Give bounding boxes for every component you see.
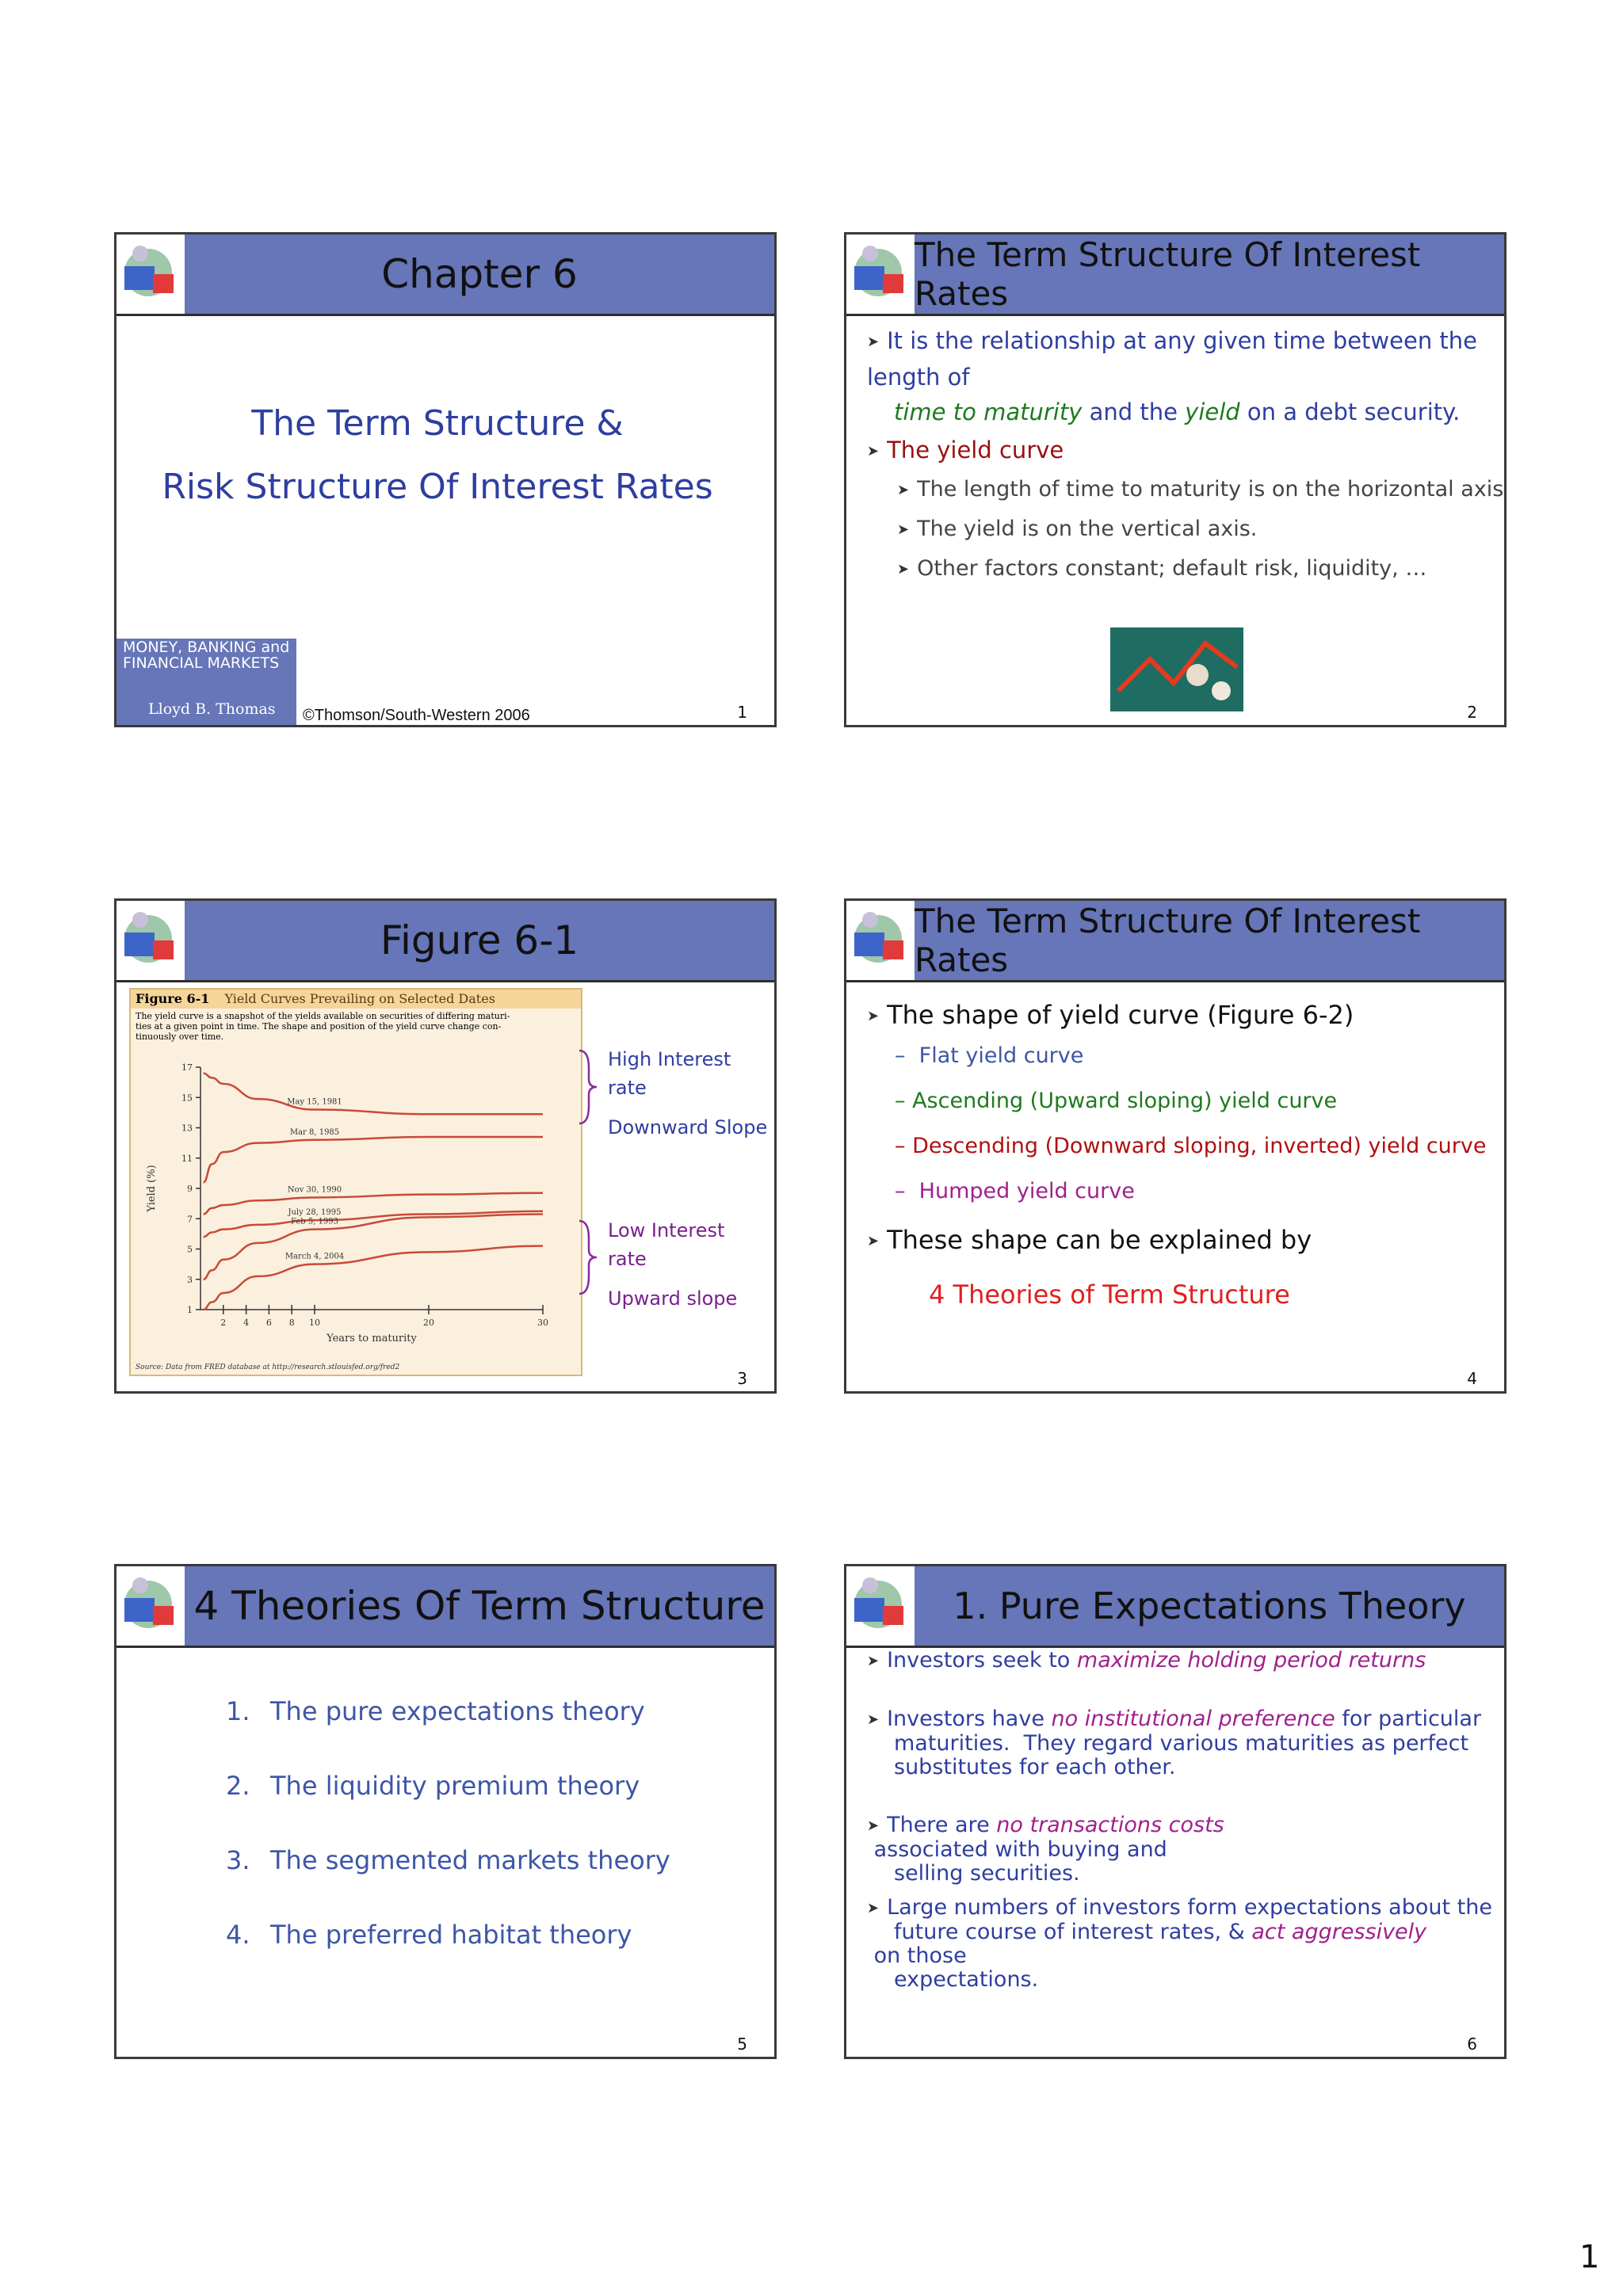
bullet-text: It is the relationship at any given time between the length of [867, 327, 1478, 391]
shape-item-flat: – Flat yield curve [895, 1043, 1084, 1068]
bullet-arrow-icon: ➤ [867, 1817, 880, 1834]
label-upward-slope: Upward slope [608, 1287, 738, 1310]
bullet-arrow-icon: ➤ [867, 1008, 880, 1024]
list-text: The segmented markets theory [270, 1845, 670, 1875]
slide-title: Figure 6-1 [185, 901, 774, 982]
shape-item-humped: – Humped yield curve [895, 1179, 1135, 1203]
yield-curve-chart [131, 1056, 581, 1357]
emphasis-time-to-maturity: time to maturity [894, 399, 1083, 425]
brace-high-icon [576, 1047, 600, 1127]
sub-bullet [897, 472, 1503, 508]
figure-caption-3: tinuously over time. [136, 1032, 224, 1042]
x-tick-label: 8 [288, 1318, 295, 1328]
y-tick-label: 15 [181, 1093, 193, 1104]
x-tick-label: 4 [243, 1318, 250, 1328]
book-title-line-1: MONEY, BANKING and [123, 639, 290, 656]
bullet-arrow-icon: ➤ [867, 1233, 880, 1249]
slide-subtitle-line-2: Risk Structure Of Interest Rates [162, 467, 713, 507]
list-number: 2. [226, 1771, 250, 1801]
globe-icon [846, 235, 915, 314]
bullet-shape [867, 997, 1354, 1034]
series-label: March 4, 2004 [285, 1252, 345, 1261]
bullet-arrow-icon: ➤ [897, 560, 910, 578]
bullet-maximize [867, 1649, 1426, 1673]
bullet-arrow-icon: ➤ [867, 1711, 880, 1728]
label-low-interest: Low Interest [608, 1219, 725, 1241]
series-line [204, 1074, 543, 1115]
emphasis-yield: yield [1185, 399, 1240, 425]
emphasis-text: act aggressively [1251, 1919, 1427, 1944]
y-tick-label: 9 [187, 1184, 193, 1194]
y-tick-label: 7 [187, 1214, 193, 1225]
bullet-text: These shape can be explained by [887, 1225, 1312, 1255]
document-page-number: 1 [1579, 2239, 1600, 2275]
figure-caption-2: ties at a given point in time. The shape and position of the yield curve change con- [136, 1021, 502, 1032]
list-text: The preferred habitat theory [270, 1920, 632, 1950]
bullet-text-line-2: maturities. They regard various maturities as perfect [894, 1730, 1469, 1756]
shape-item-descending: – Descending (Downward sloping, inverted) yield curve [895, 1134, 1487, 1158]
logo-image [846, 235, 915, 316]
slide-4 [844, 898, 1507, 1394]
list-text: The pure expectations theory [270, 1696, 645, 1726]
bullet-arrow-icon: ➤ [867, 443, 880, 460]
author-name: Lloyd B. Thomas [148, 700, 276, 718]
x-tick-label: 30 [537, 1318, 548, 1328]
theory-list-item [226, 1845, 670, 1875]
sub-bullet-text: The length of time to maturity is on the horizontal axis [917, 477, 1504, 502]
page-number: 1 [737, 703, 747, 722]
list-number: 4. [226, 1920, 250, 1950]
y-tick-label: 11 [181, 1153, 193, 1164]
bullet-text-line-3: substitutes for each other. [894, 1754, 1176, 1779]
bullet-no-costs [867, 1814, 1504, 1886]
figure-label: Figure 6-1 [136, 991, 210, 1006]
label-downward-slope: Downward Slope [608, 1116, 768, 1138]
globe-icon [116, 901, 185, 980]
bullet-text-line-2-end: on those [867, 1943, 967, 1968]
page-number: 3 [737, 1369, 747, 1388]
list-number: 3. [226, 1845, 250, 1875]
sub-bullet [897, 551, 1426, 587]
logo-image [846, 901, 915, 982]
theories-highlight: 4 Theories of Term Structure [929, 1280, 1290, 1310]
emphasis-text: no institutional preference [1051, 1707, 1335, 1731]
page-number: 4 [1467, 1369, 1477, 1388]
y-tick-label: 1 [187, 1305, 193, 1315]
series-label: Nov 30, 1990 [287, 1185, 342, 1195]
bullet-text-end: on a debt security. [1239, 399, 1461, 425]
slide-subtitle-line-1: The Term Structure & [251, 403, 624, 444]
bullet-text-end: associated with buying and [867, 1836, 1167, 1862]
bullet-text: Investors seek to [887, 1648, 1077, 1672]
figure-caption-1: The yield curve is a snapshot of the yields available on securities of differing maturi- [136, 1011, 510, 1021]
x-tick-label: 2 [220, 1318, 227, 1328]
bullet-text: Investors have [887, 1707, 1052, 1731]
series-line [204, 1246, 543, 1310]
theory-list-item [226, 1696, 645, 1726]
y-tick-label: 13 [181, 1123, 193, 1134]
logo-image [846, 1566, 915, 1648]
list-number: 1. [226, 1696, 250, 1726]
bullet-text-line-2: future course of interest rates, & [894, 1919, 1252, 1944]
bullet-definition [867, 323, 1504, 429]
bullet-text-mid: and the [1082, 399, 1186, 425]
sub-bullet-text: Other factors constant; default risk, liquidity, … [917, 556, 1427, 581]
emphasis-text: no transactions costs [996, 1813, 1224, 1837]
slide-6 [844, 1564, 1507, 2059]
globe-icon [116, 235, 185, 314]
page-number: 2 [1467, 703, 1477, 722]
y-tick-label: 3 [187, 1274, 193, 1285]
globe-icon [116, 1566, 185, 1646]
shape-item-ascending: – Ascending (Upward sloping) yield curve [895, 1089, 1338, 1113]
logo-image [116, 1566, 185, 1648]
bullet-arrow-icon: ➤ [867, 334, 880, 350]
theory-list-item [226, 1771, 640, 1801]
list-text: The liquidity premium theory [270, 1771, 640, 1801]
bullet-arrow-icon: ➤ [867, 1652, 880, 1669]
slide-title: The Term Structure Of Interest Rates [915, 901, 1504, 982]
slide-1 [114, 232, 777, 727]
series-label: Feb 5, 1993 [290, 1217, 339, 1226]
book-title-line-2: FINANCIAL MARKETS [123, 654, 280, 672]
bullet-text-end: for particular [1335, 1707, 1482, 1731]
slide-title: The Term Structure Of Interest Rates [915, 235, 1504, 316]
emphasis-text: maximize holding period returns [1076, 1648, 1426, 1672]
brace-low-icon [576, 1218, 600, 1297]
bullet-expectations [867, 1896, 1504, 1992]
figure-header [131, 990, 581, 1009]
bullet-arrow-icon: ➤ [867, 1899, 880, 1917]
series-line [204, 1137, 543, 1182]
bullet-yield-curve [867, 433, 1064, 469]
figure-title: Yield Curves Prevailing on Selected Dates [224, 991, 495, 1006]
bullet-arrow-icon: ➤ [897, 521, 910, 538]
theory-list-item [226, 1920, 632, 1950]
logo-image [116, 235, 185, 316]
globe-icon [846, 901, 915, 980]
x-axis-label: Years to maturity [327, 1333, 417, 1344]
series-label: Mar 8, 1985 [289, 1127, 340, 1137]
stock-chart-illustration [1110, 627, 1243, 711]
bullet-no-preference [867, 1707, 1481, 1779]
y-axis-label: Yield (%) [146, 1165, 158, 1212]
figure-source: Source: Data from FRED database at http://research.stlouisfed.org/fred2 [136, 1363, 400, 1371]
book-badge [116, 639, 296, 727]
bullet-text-line-2: selling securities. [894, 1860, 1080, 1886]
sub-bullet [897, 512, 1257, 547]
bullet-text: The shape of yield curve (Figure 6-2) [887, 1000, 1354, 1030]
bullet-text: The yield curve [887, 437, 1064, 463]
page-number: 5 [737, 2035, 747, 2054]
bullet-explained [867, 1222, 1312, 1259]
slide-5 [114, 1564, 777, 2059]
slide-title: Chapter 6 [185, 235, 774, 316]
copyright-text: ©Thomson/South-Western 2006 [303, 707, 530, 724]
series-label: July 28, 1995 [288, 1208, 342, 1218]
sub-bullet-text: The yield is on the vertical axis. [917, 517, 1258, 541]
bullet-text-line-3: expectations. [894, 1966, 1039, 1992]
slide-2 [844, 232, 1507, 727]
series-line [204, 1193, 543, 1218]
label-high-interest-rate: rate [608, 1077, 647, 1099]
slide-title: 1. Pure Expectations Theory [915, 1566, 1504, 1648]
label-low-interest-rate: rate [608, 1248, 647, 1270]
x-tick-label: 10 [309, 1318, 320, 1328]
bullet-text: There are [887, 1813, 997, 1837]
globe-icon [846, 1566, 915, 1646]
logo-image [116, 901, 185, 982]
y-tick-label: 5 [187, 1244, 193, 1255]
series-label: May 15, 1981 [287, 1097, 342, 1107]
bullet-arrow-icon: ➤ [897, 481, 910, 498]
x-tick-label: 20 [423, 1318, 434, 1328]
label-high-interest: High Interest [608, 1048, 731, 1070]
page-number: 6 [1467, 2035, 1477, 2054]
bullet-text: Large numbers of investors form expectations about the [887, 1895, 1492, 1920]
y-tick-label: 17 [181, 1062, 193, 1073]
slide-3 [114, 898, 777, 1394]
figure-panel [129, 988, 582, 1376]
x-tick-label: 6 [265, 1318, 272, 1328]
slide-title: 4 Theories Of Term Structure [185, 1566, 774, 1648]
